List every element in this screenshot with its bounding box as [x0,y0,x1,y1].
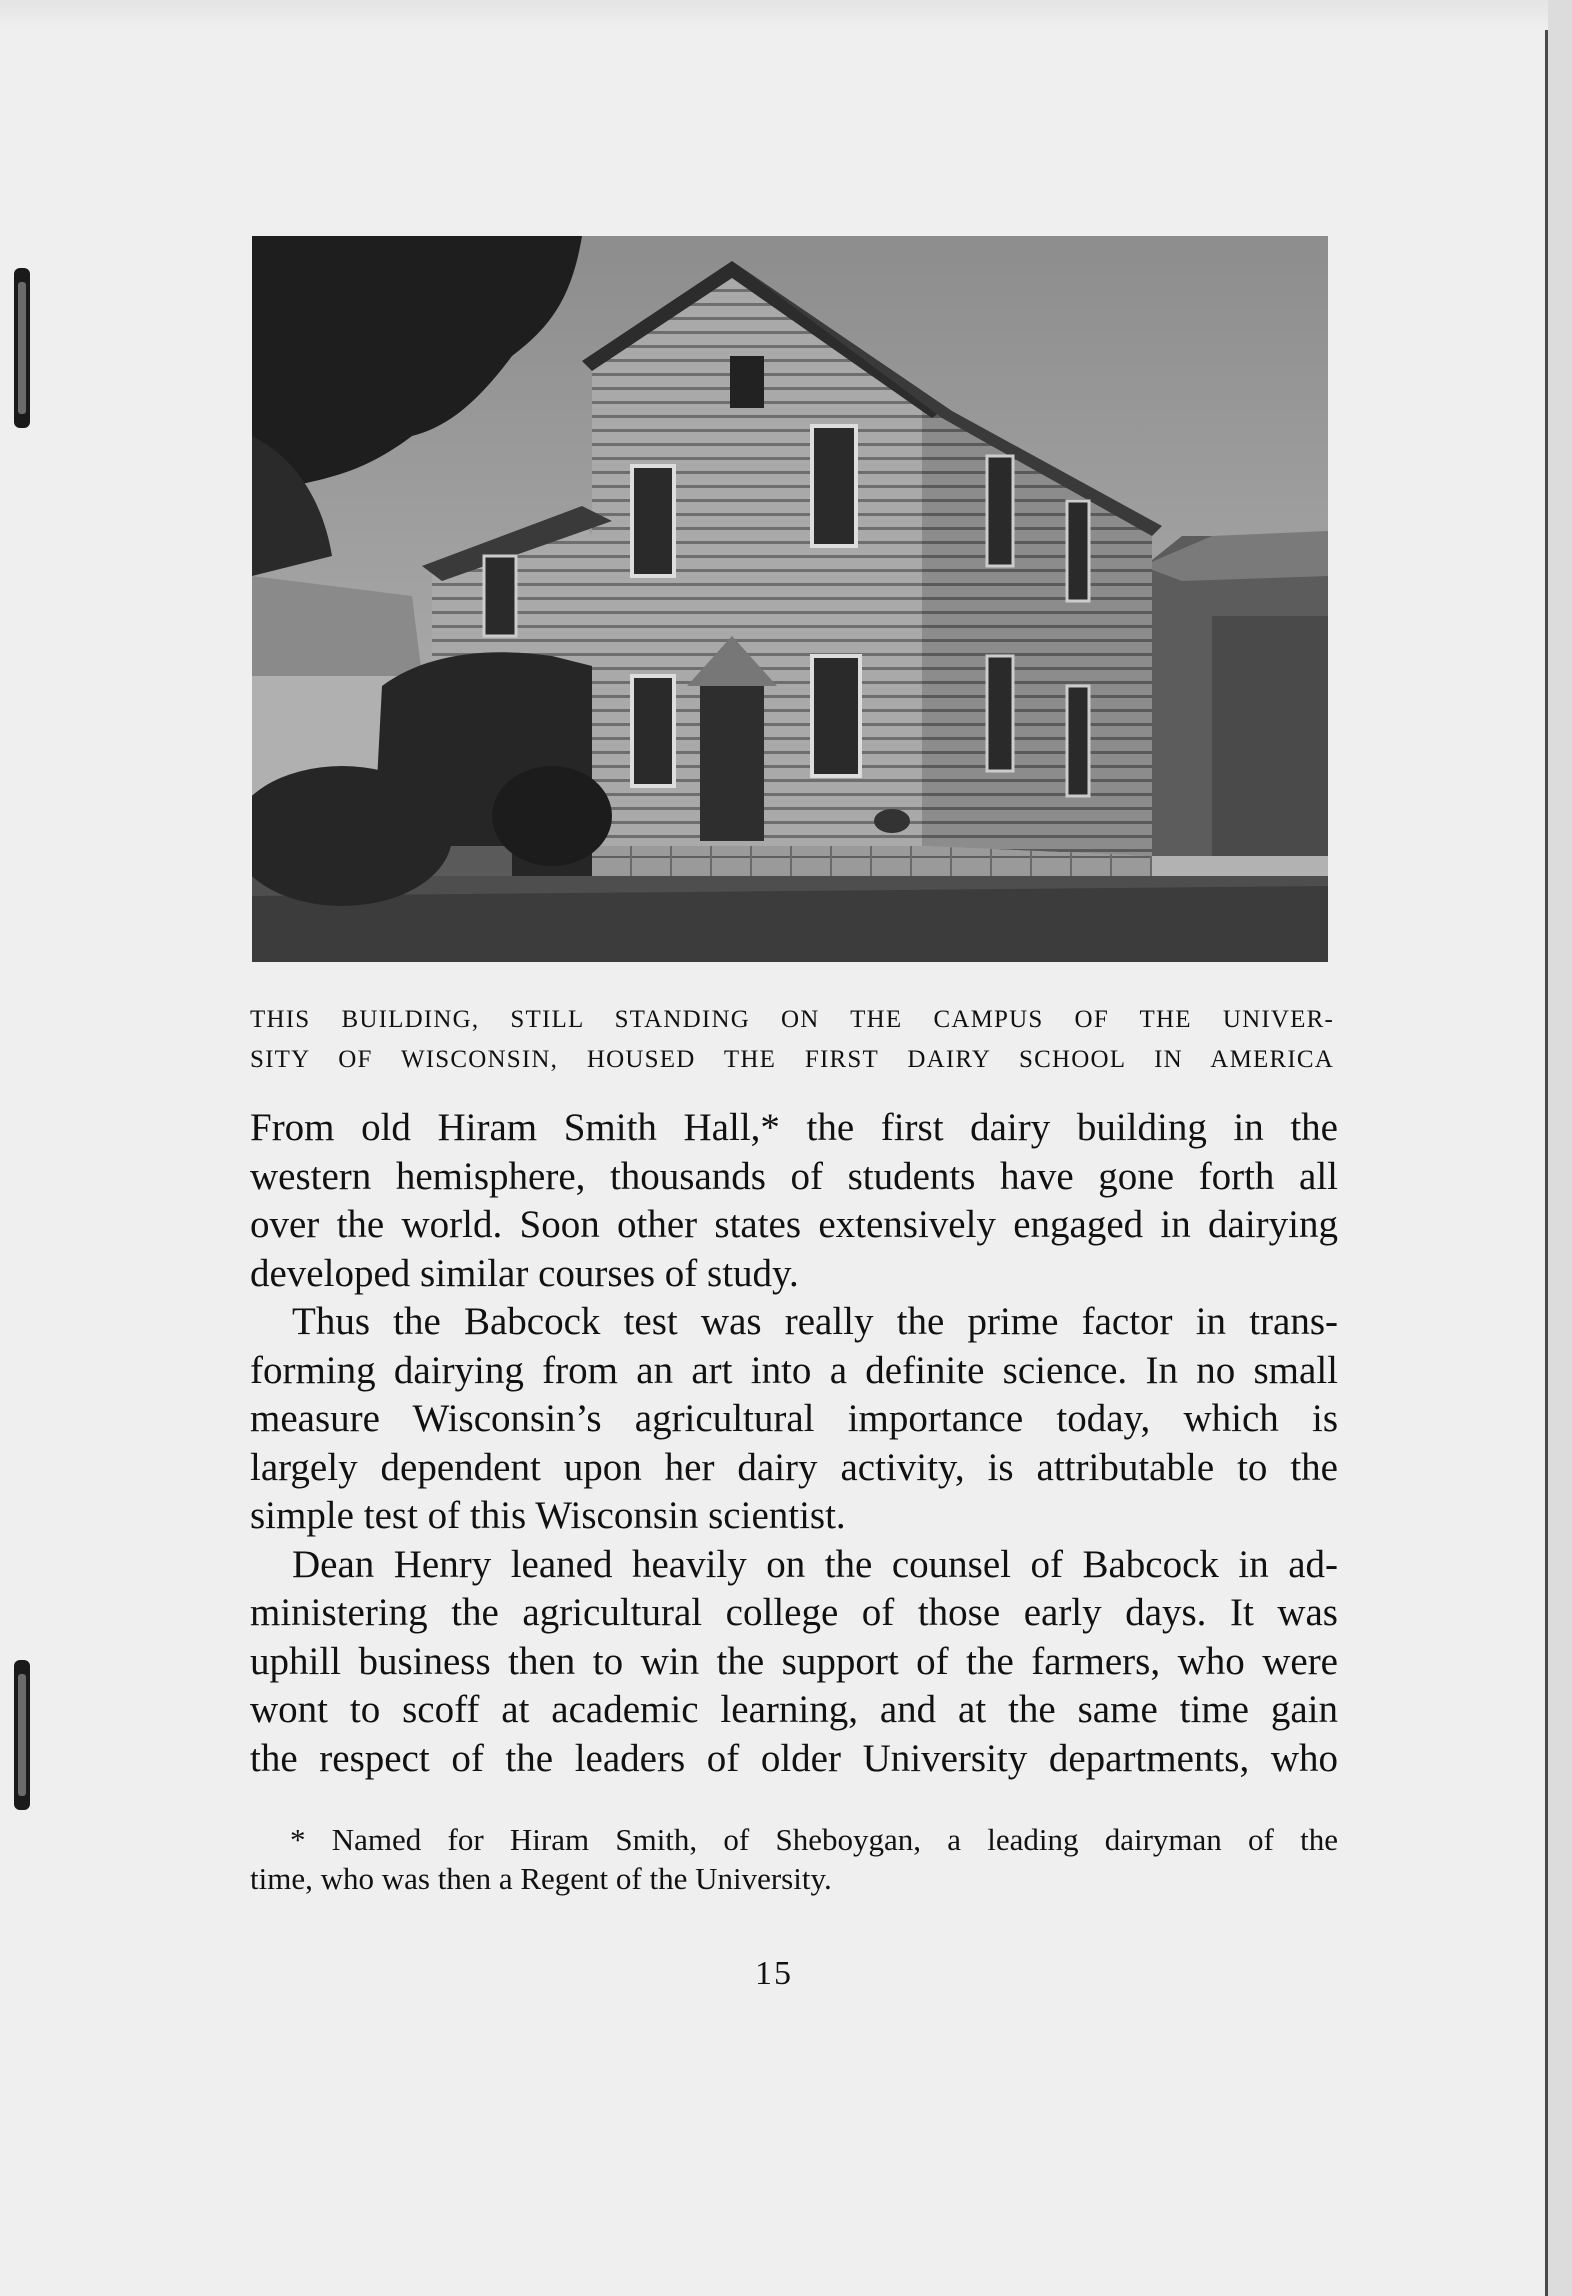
house-photo [252,236,1328,962]
paragraph-line: From old Hiram Smith Hall,* the first dairy building in the [250,1106,1338,1149]
paragraph-line: measure Wisconsin’s agricultural importance today, which is [250,1397,1338,1440]
footnote-line: time, who was then a Regent of the University. [250,1861,832,1896]
paragraph-line: developed similar courses of study. [250,1251,799,1295]
caption-line: THIS BUILDING, STILL STANDING ON THE CAMPUS OF THE UNIVER- [250,1006,1334,1033]
body-text [250,1104,1338,1783]
house-photo-illustration [252,236,1328,962]
footnote [250,1820,1338,1898]
photo-caption [250,1000,1334,1080]
binding-staple-icon [14,268,30,428]
page-number: 15 [755,1955,793,1992]
paragraph-line: Thus the Babcock test was really the prime factor in trans- [292,1300,1338,1343]
paragraph-line: Dean Henry leaned heavily on the counsel of Babcock in ad- [292,1542,1338,1586]
paragraph-line: the respect of the leaders of older University departments, who [250,1736,1338,1780]
paragraph-line: western hemisphere, thousands of students have gone forth all [250,1154,1338,1198]
page-top-edge [0,0,1548,30]
caption-line: SITY OF WISCONSIN, HOUSED THE FIRST DAIRY SCHOOL IN AMERICA [250,1046,1334,1073]
footnote-line: * Named for Hiram Smith, of Sheboygan, a leading dairyman of the [290,1822,1338,1857]
paragraph-line: ministering the agricultural college of those early days. It was [250,1591,1338,1634]
paragraph-line: largely dependent upon her dairy activity, is attributable to the [250,1445,1338,1489]
paragraph-line: wont to scoff at academic learning, and at the same time gain [250,1688,1338,1731]
paragraph-line: simple test of this Wisconsin scientist. [250,1494,846,1537]
paragraph-line: forming dairying from an art into a definite science. In no small [250,1348,1338,1392]
binding-staple-icon [14,1660,30,1810]
paragraph-line: over the world. Soon other states extensively engaged in dairying [250,1203,1338,1246]
paragraph-line: uphill business then to win the support of the farmers, who were [250,1639,1338,1683]
